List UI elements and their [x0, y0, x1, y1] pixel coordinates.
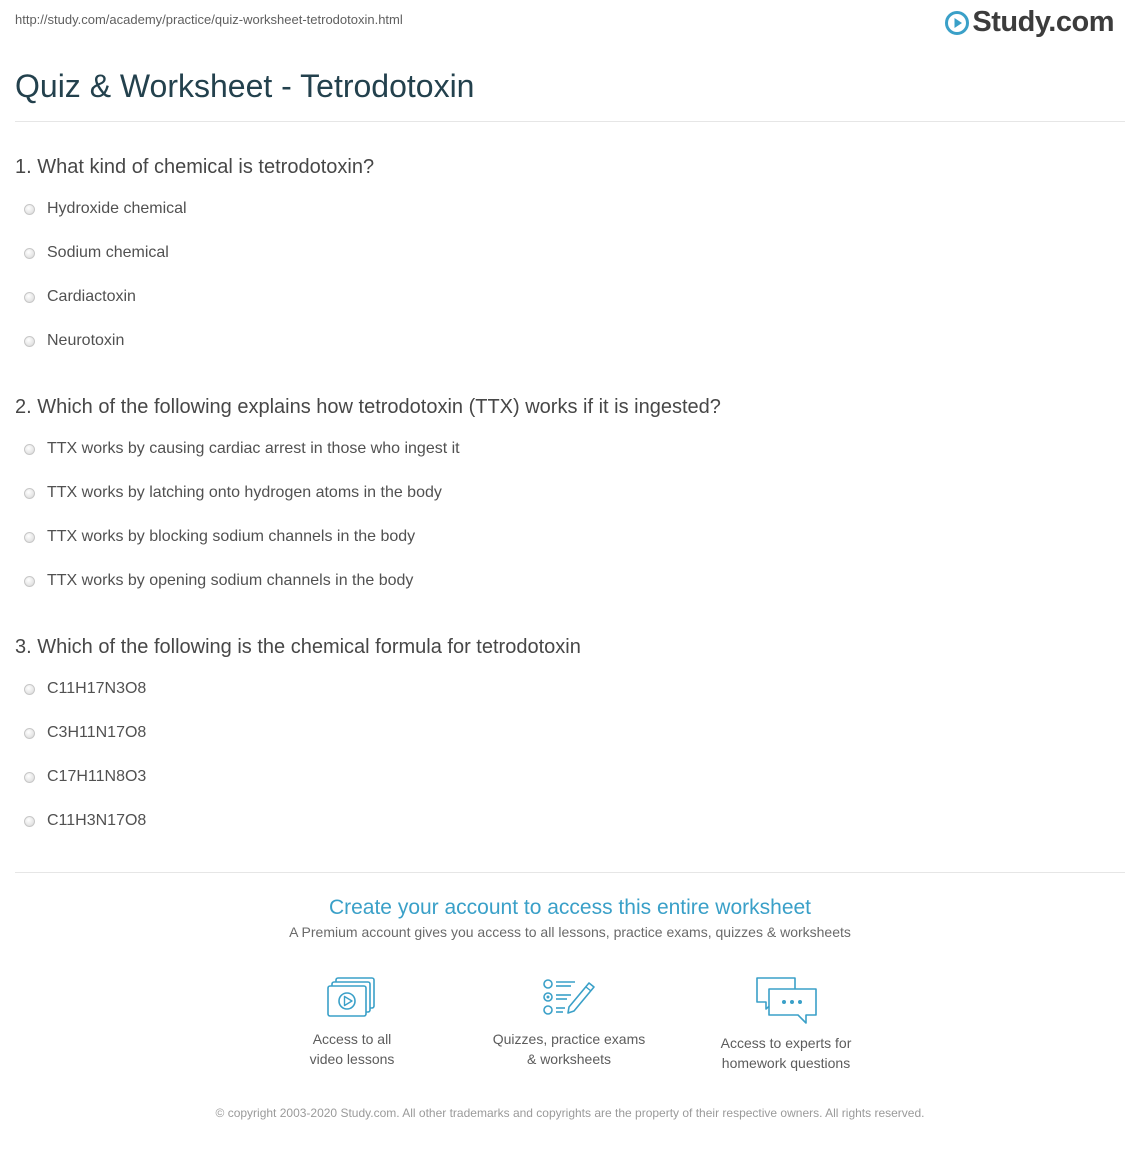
- answer-option[interactable]: [15, 755, 1115, 799]
- feature-label: Access to all video lessons: [309, 1031, 395, 1067]
- answer-option[interactable]: [15, 711, 1115, 755]
- feature-quizzes: [469, 975, 669, 1069]
- answer-option[interactable]: [15, 471, 1115, 515]
- radio-button[interactable]: [24, 816, 35, 827]
- copyright-footer: © copyright 2003-2020 Study.com. All other trademarks and copyrights are the property of their respective owners. All rights reserved.: [215, 1106, 925, 1120]
- question-text: 1. What kind of chemical is tetrodotoxin?: [15, 156, 375, 178]
- answer-option[interactable]: [15, 275, 1115, 319]
- answer-label: TTX works by blocking sodium channels in the body: [47, 528, 416, 545]
- answer-label: C17H11N8O3: [47, 768, 147, 785]
- radio-button[interactable]: [24, 444, 35, 455]
- feature-video-lessons: [252, 975, 452, 1069]
- answer-label: Hydroxide chemical: [47, 200, 187, 217]
- signup-cta: [0, 893, 1140, 940]
- section-divider: [15, 872, 1125, 873]
- radio-button[interactable]: [24, 248, 35, 259]
- answer-label: TTX works by opening sodium channels in the body: [47, 572, 414, 589]
- page-title: Quiz & Worksheet - Tetrodotoxin: [15, 68, 475, 104]
- cta-subtitle: A Premium account gives you access to all lessons, practice exams, quizzes & worksheets: [289, 924, 851, 940]
- answer-list: [15, 427, 1115, 603]
- radio-button[interactable]: [24, 532, 35, 543]
- radio-button[interactable]: [24, 684, 35, 695]
- answer-label: C3H11N17O8: [47, 724, 147, 741]
- answer-option[interactable]: [15, 427, 1115, 471]
- feature-experts: [686, 975, 886, 1073]
- title-divider: [15, 121, 1125, 122]
- logo-text: Study.com: [972, 6, 1114, 38]
- radio-button[interactable]: [24, 772, 35, 783]
- radio-button[interactable]: [24, 728, 35, 739]
- question-3: [15, 635, 1115, 843]
- answer-list: [15, 187, 1115, 363]
- answer-option[interactable]: [15, 231, 1115, 275]
- cta-link[interactable]: Create your account to access this entire worksheet: [328, 896, 812, 919]
- play-circle-icon: [945, 11, 969, 35]
- radio-button[interactable]: [24, 336, 35, 347]
- answer-list: [15, 667, 1115, 843]
- answer-label: TTX works by latching onto hydrogen atoms in the body: [47, 484, 442, 501]
- answer-label: C11H3N17O8: [47, 812, 147, 829]
- quiz-checklist-icon: [541, 975, 597, 1021]
- top-bar: [0, 0, 1140, 50]
- feature-list: [0, 975, 1140, 1085]
- feature-label: Access to experts for homework questions: [720, 1035, 852, 1071]
- question-text: 3. Which of the following is the chemical formula for tetrodotoxin: [15, 636, 581, 658]
- answer-label: Sodium chemical: [47, 244, 169, 261]
- question-text: 2. Which of the following explains how tetrodotoxin (TTX) works if it is ingested?: [15, 396, 721, 418]
- radio-button[interactable]: [24, 204, 35, 215]
- answer-option[interactable]: [15, 667, 1115, 711]
- radio-button[interactable]: [24, 488, 35, 499]
- question-2: [15, 395, 1115, 603]
- question-1: [15, 155, 1115, 363]
- radio-button[interactable]: [24, 576, 35, 587]
- answer-label: Cardiactoxin: [47, 288, 136, 305]
- video-lessons-icon: [326, 975, 378, 1021]
- chat-bubbles-icon: [754, 975, 818, 1025]
- answer-label: C11H17N3O8: [47, 680, 147, 697]
- answer-option[interactable]: [15, 319, 1115, 363]
- page-url[interactable]: http://study.com/academy/practice/quiz-worksheet-tetrodotoxin.html: [15, 12, 403, 27]
- feature-label: Quizzes, practice exams & worksheets: [492, 1031, 646, 1067]
- answer-label: Neurotoxin: [47, 332, 125, 349]
- answer-option[interactable]: [15, 515, 1115, 559]
- answer-option[interactable]: [15, 559, 1115, 603]
- answer-label: TTX works by causing cardiac arrest in those who ingest it: [47, 440, 460, 457]
- study-logo[interactable]: [945, 6, 1114, 39]
- answer-option[interactable]: [15, 799, 1115, 843]
- radio-button[interactable]: [24, 292, 35, 303]
- answer-option[interactable]: [15, 187, 1115, 231]
